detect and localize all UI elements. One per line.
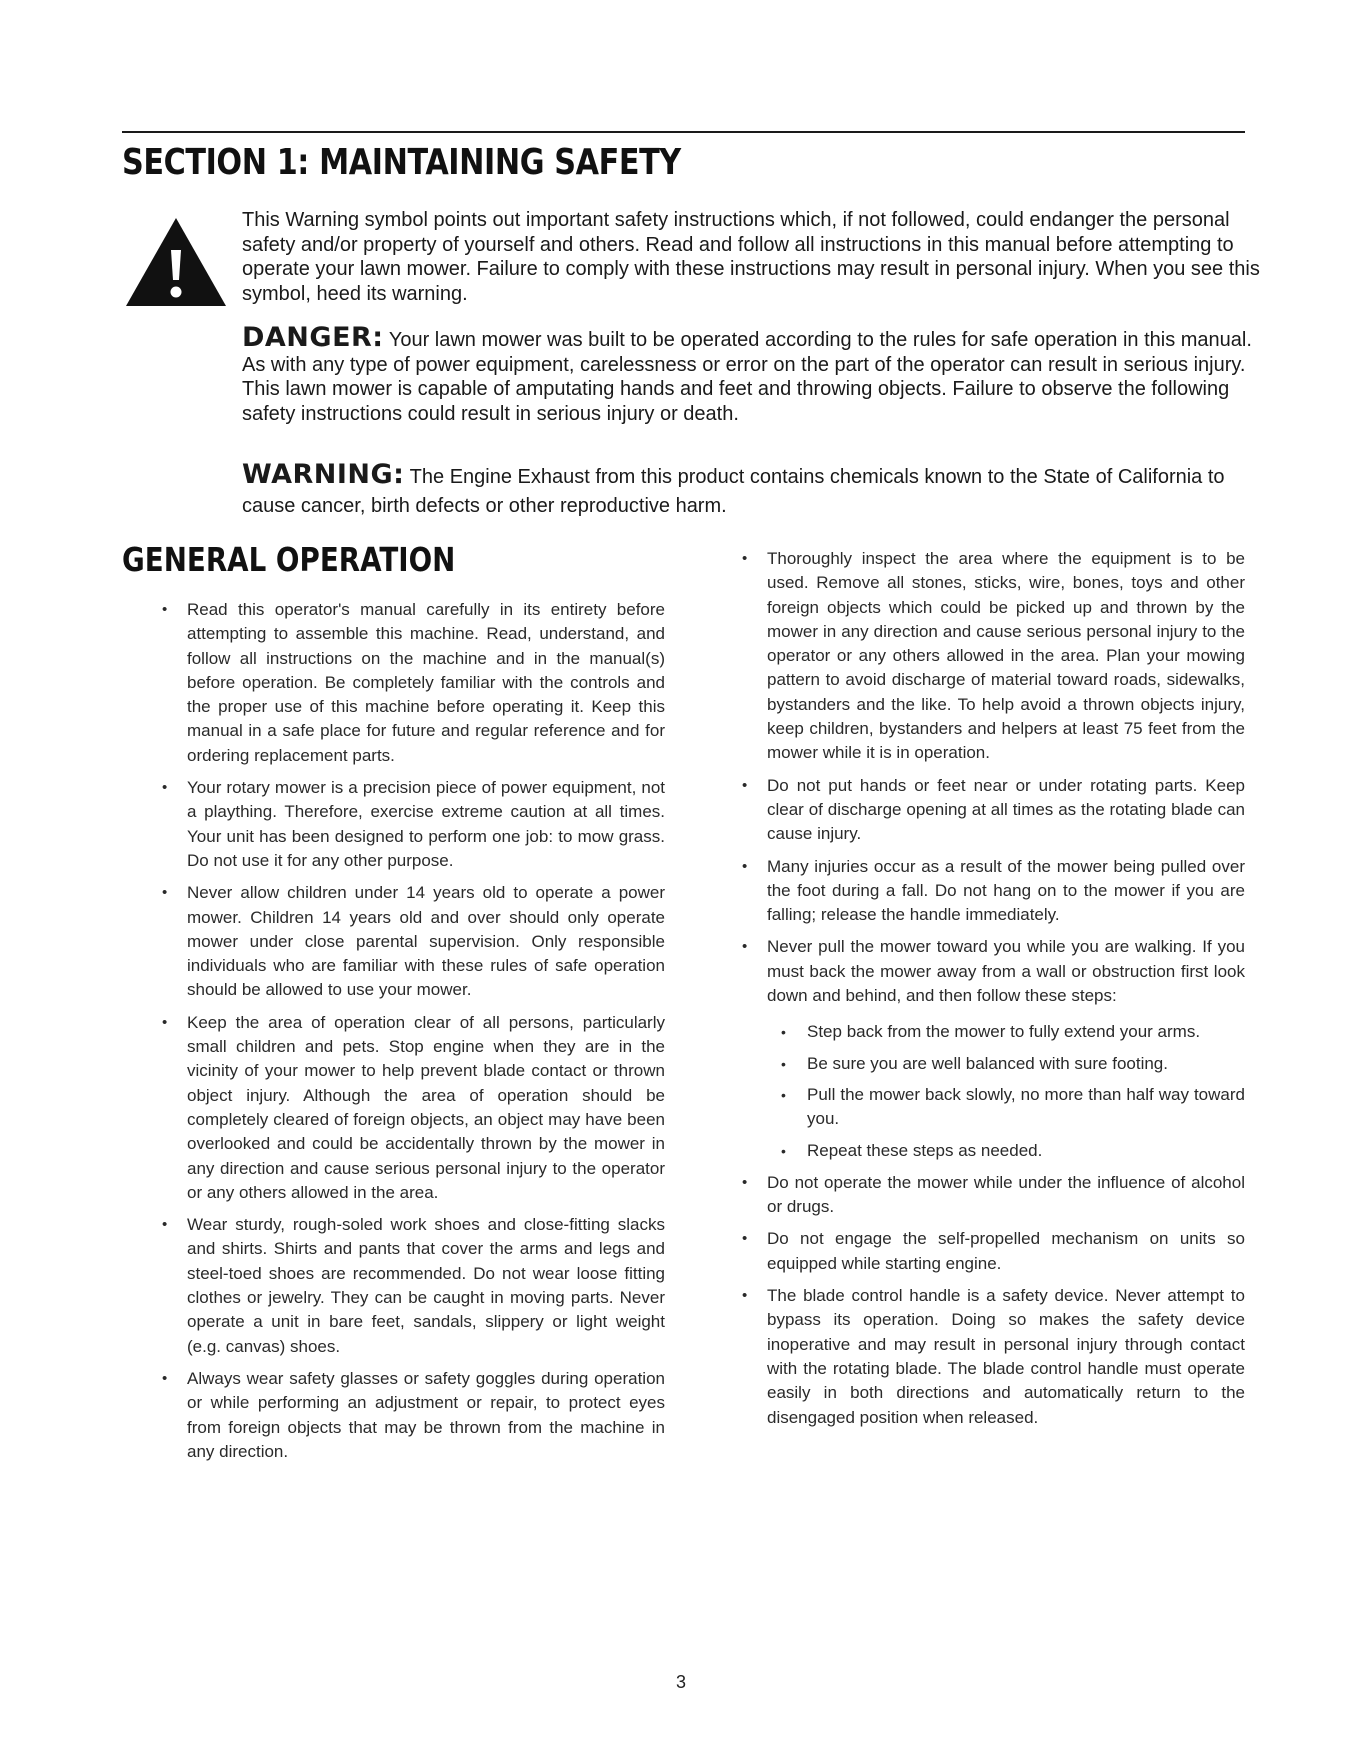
right-bullet-list: [740, 547, 1245, 1430]
sub-list-item: • Step back from the mower to fully extend your arms.: [767, 1020, 1245, 1044]
list-item: • Thoroughly inspect the area where the equipment is to be used. Remove all stones, sticks, wire, bones, toys and other foreign objects which could be picked up and thrown by the mower in any direction and cause serious personal injury to the operator or any others allowed in the area. Plan your mowing pattern to avoid discharge of material toward roads, sidewalks, bystanders and the like. To help avoid a thrown objects injury, keep children, bystanders and helpers at least 75 feet from the mower while it is in operation.: [740, 547, 1245, 766]
warning-text: The Engine Exhaust from this product contains chemicals known to the State of California to cause cancer, birth defects or other reproductive harm.: [242, 466, 1225, 517]
right-column: [740, 547, 1245, 1438]
warning-triangle-icon: [122, 214, 230, 310]
danger-label: DANGER:: [242, 322, 384, 353]
warning-notice: [242, 460, 1242, 521]
list-item: • Never allow children under 14 years old to operate a power mower. Children 14 years old and over should only operate mower under close parental supervision. Only responsible individuals who are familiar with these rules of safe operation should be allowed to use your mower.: [160, 881, 665, 1002]
left-column: [160, 598, 665, 1472]
section-title: SECTION 1: MAINTAINING SAFETY: [122, 142, 681, 183]
list-item: • Always wear safety glasses or safety goggles during operation or while performing an adjustment or repair, to protect eyes from foreign objects that may be thrown from the machine in any direction.: [160, 1367, 665, 1464]
warning-label: WARNING:: [242, 459, 405, 490]
list-item-with-steps: [740, 935, 1245, 1162]
sub-list-item: • Repeat these steps as needed.: [767, 1139, 1245, 1163]
general-operation-heading: GENERAL OPERATION: [122, 540, 456, 579]
list-item: • Keep the area of operation clear of all persons, particularly small children and pets. Stop engine when they are in the vicinity of your mower to help prevent blade contact or thrown object injury. Although the area of operation should be completely cleared of foreign objects, an object may have been overlooked and could be accidentally thrown by the mower in any direction and cause serious personal injury to the operator or any others allowed in the area.: [160, 1011, 665, 1205]
list-item: • Your rotary mower is a precision piece of power equipment, not a plaything. Therefore, exercise extreme caution at all times. Your unit has been designed to perform one job: to mow grass. Do not use it for any other purpose.: [160, 776, 665, 873]
sub-list-item: • Be sure you are well balanced with sure footing.: [767, 1052, 1245, 1076]
list-item: • The blade control handle is a safety device. Never attempt to bypass its operation. Doing so makes the safety device inoperative and may result in personal injury through contact with the rotating blade. The blade control handle must operate easily in both directions and automatically return to the disengaged position when released.: [740, 1284, 1245, 1430]
list-item: • Do not operate the mower while under the influence of alcohol or drugs.: [740, 1171, 1245, 1220]
list-item: • Do not engage the self-propelled mechanism on units so equipped while starting engine.: [740, 1227, 1245, 1276]
steps-sublist: [767, 1020, 1245, 1162]
list-item: • Wear sturdy, rough-soled work shoes and close-fitting slacks and shirts. Shirts and pants that cover the arms and legs and steel-toed shoes are recommended. Do not wear loose fitting clothes or jewelry. They can be caught in moving parts. Never operate a unit in bare feet, sandals, slippery or light weight (e.g. canvas) shoes.: [160, 1213, 665, 1359]
list-item: • Read this operator's manual carefully in its entirety before attempting to assemble this machine. Read, understand, and follow all instructions on the machine and in the manual(s) before operation. Be completely familiar with the controls and the proper use of this machine before operating it. Keep this manual in a safe place for future and regular reference and for ordering replacement parts.: [160, 598, 665, 768]
danger-text: Your lawn mower was built to be operated according to the rules for safe operation in this manual. As with any type of power equipment, carelessness or error on the part of the operator can result in serious injury. This lawn mower is capable of amputating hands and feet and throwing objects. Failure to observe the following safety instructions could result in serious injury or death.: [242, 329, 1252, 425]
sub-list-item: • Pull the mower back slowly, no more than half way toward you.: [767, 1083, 1245, 1132]
list-item-text: Never pull the mower toward you while you are walking. If you must back the mower away from a wall or obstruction first look down and behind, and then follow these steps:: [767, 937, 1245, 1006]
page-number: 3: [676, 1672, 687, 1692]
danger-notice: [242, 322, 1262, 426]
left-bullet-list: [160, 598, 665, 1464]
list-item: • Many injuries occur as a result of the mower being pulled over the foot during a fall. Do not hang on to the mower if you are falling; release the handle immediately.: [740, 855, 1245, 928]
header-rule: [122, 131, 1245, 133]
list-item: • Do not put hands or feet near or under rotating parts. Keep clear of discharge opening at all times as the rotating blade can cause injury.: [740, 774, 1245, 847]
intro-paragraph: This Warning symbol points out important safety instructions which, if not followed, could endanger the personal safety and/or property of yourself and others. Read and follow all instructions in this manual before attempting to operate your lawn mower. Failure to comply with these instructions may result in personal injury. When you see this symbol, heed its warning.: [242, 209, 1260, 305]
